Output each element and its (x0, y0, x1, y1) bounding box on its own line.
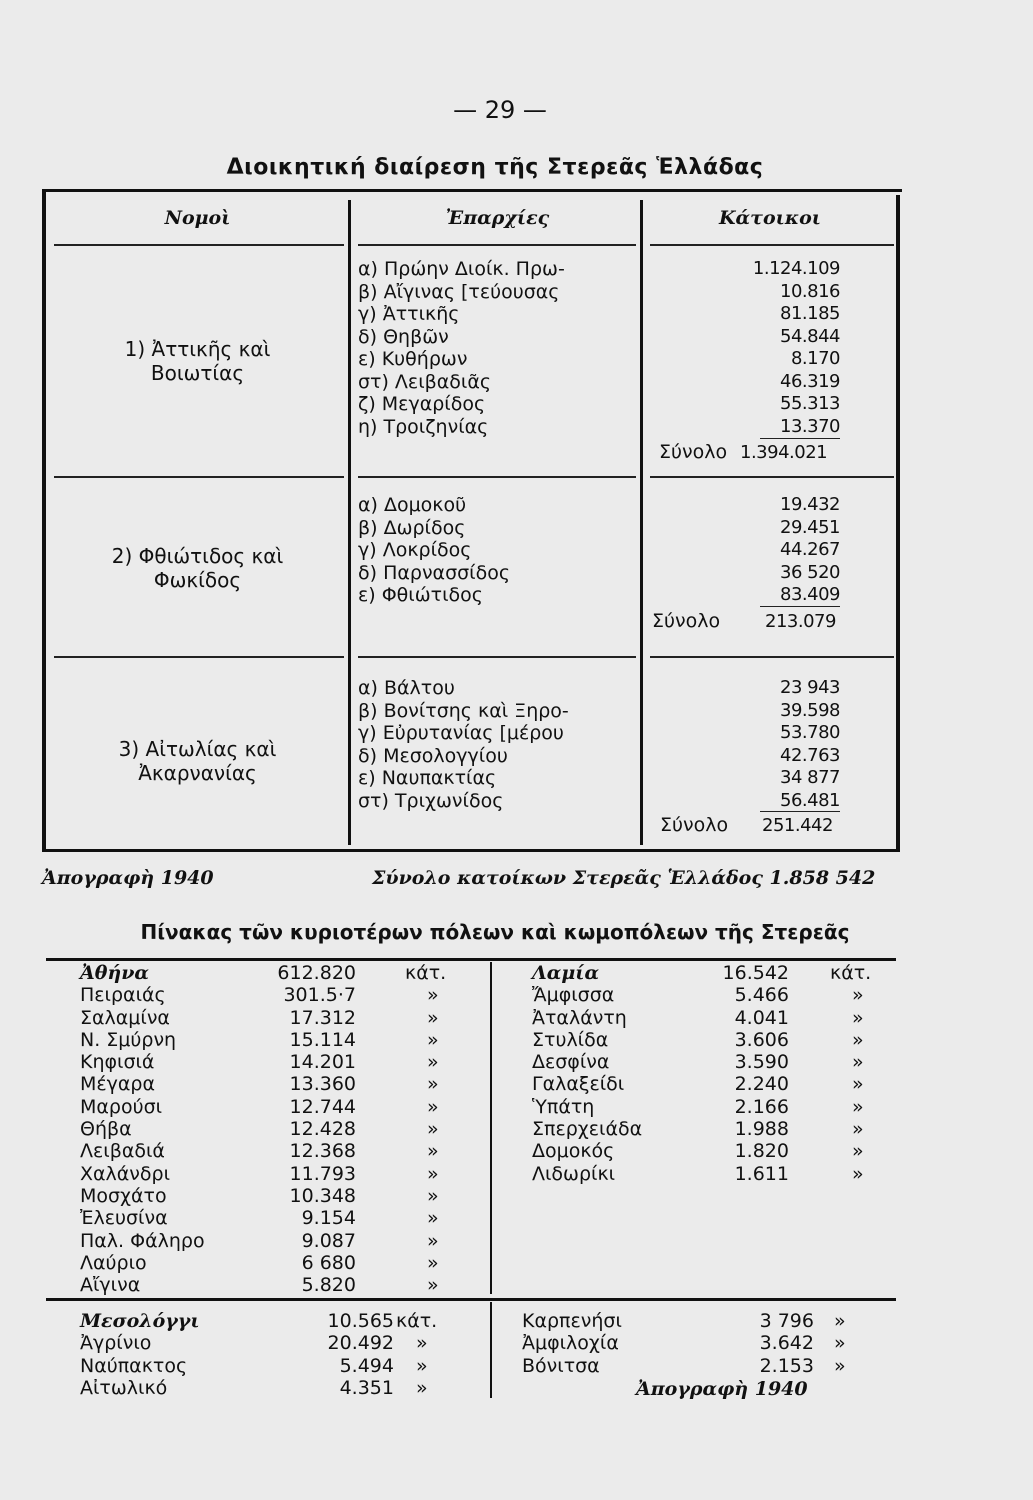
city-name: Ἄμφισσα (532, 984, 615, 1007)
city-population: 20.492 (327, 1332, 394, 1355)
city-population: 5.494 (339, 1354, 394, 1377)
population-value: 81.185 (780, 303, 840, 324)
city-name: Μέγαρα (80, 1073, 156, 1096)
city-name: Ναύπακτος (80, 1354, 188, 1377)
aitolia-top-border (46, 1298, 896, 1301)
ditto-mark: » (852, 1006, 864, 1029)
page-title: Διοικητική διαίρεση τῆς Στερεᾶς Ἑλλάδας (226, 155, 764, 180)
city-population: 1.820 (734, 1140, 789, 1163)
city-name: Ἀγρίνιο (80, 1332, 152, 1355)
population-value: 83.409 (780, 584, 840, 605)
ditto-mark: » (852, 1073, 864, 1096)
city-population: 301.5·7 (283, 984, 356, 1007)
city-name: Παλ. Φάληρο (80, 1229, 205, 1252)
population-value: 29.451 (780, 516, 840, 538)
section-divider (650, 656, 894, 658)
city-population: 15.114 (289, 1028, 356, 1051)
column-divider-2 (640, 200, 643, 845)
city-units (396, 1310, 437, 1399)
header-katoikoi: Κάτοικοι (719, 207, 821, 229)
city-populations (705, 962, 789, 1185)
prefecture-name-line1: 3) Αἰτωλίας καὶ (118, 737, 277, 761)
ditto-mark: » (416, 1332, 428, 1355)
grand-total: Σύνολο κατοίκων Στερεᾶς Ἑλλάδος 1.858 542 (372, 867, 876, 889)
population-value: 55.313 (780, 393, 840, 414)
ditto-mark: » (427, 1051, 439, 1074)
total-value: 251.442 (762, 815, 833, 836)
census-note: Ἀπογραφὴ 1940 (42, 867, 214, 889)
population-value: 46.319 (780, 370, 840, 392)
city-name: Μοσχάτο (80, 1184, 167, 1207)
province-item: γ) Εὐρυτανίας [μέρου (358, 722, 564, 744)
population-value: 56.481 (780, 789, 840, 811)
table-top-border (42, 189, 902, 192)
aitolia-column-divider (490, 1302, 492, 1398)
city-units (405, 962, 446, 1296)
prefecture-name-line2: Ἀκαρνανίας (138, 761, 257, 785)
header-nomoi: Νομοὶ (164, 207, 231, 229)
header-underline-2 (358, 244, 636, 246)
city-population: 2.240 (734, 1073, 789, 1096)
ditto-mark: » (427, 1095, 439, 1118)
city-name: Λιδωρίκι (532, 1162, 616, 1185)
city-population: 5.820 (301, 1274, 356, 1297)
sum-line (760, 606, 840, 607)
population-value: 34 877 (780, 767, 840, 788)
city-name: Λειβαδιά (80, 1140, 165, 1163)
city-population: 14.201 (289, 1051, 356, 1074)
city-population: 16.542 (722, 962, 789, 984)
city-population: 2.153 (759, 1354, 814, 1377)
prefecture-name (50, 337, 345, 385)
city-population: 4.041 (734, 1006, 789, 1029)
city-name: Ἀθήνα (80, 962, 150, 984)
total-label: Σύνολο (659, 441, 728, 463)
city-name: Λαύριο (80, 1251, 147, 1274)
city-name: Ἐλευσίνα (80, 1207, 168, 1230)
ditto-mark: » (852, 1051, 864, 1074)
cities-column-divider (490, 962, 492, 1294)
city-name: Χαλάνδρι (80, 1162, 171, 1185)
section-divider (54, 476, 344, 478)
province-item: α) Πρώην Διοίκ. Πρω- (358, 258, 565, 280)
province-list (358, 258, 565, 438)
prefecture-name-line2: Βοιωτίας (150, 361, 245, 385)
city-population: 3.590 (734, 1051, 789, 1074)
city-name: Ἀταλάντη (532, 1006, 627, 1029)
ditto-mark: » (416, 1354, 428, 1377)
province-item: β) Αἴγινας [τεύουσας (358, 280, 560, 303)
province-list (358, 494, 510, 607)
ditto-mark: » (852, 984, 864, 1007)
census-note: Ἀπογραφὴ 1940 (636, 1378, 808, 1400)
city-population: 13.360 (289, 1073, 356, 1096)
city-names (522, 1310, 622, 1377)
province-item: β) Δωρίδος (358, 516, 466, 539)
province-item: ζ) Μεγαρίδος (358, 393, 486, 415)
population-list (650, 677, 840, 812)
city-population: 1.988 (734, 1118, 789, 1141)
ditto-mark: » (427, 1274, 439, 1297)
header-underline-1 (54, 244, 344, 246)
city-name: Ν. Σμύρνη (80, 1028, 177, 1051)
header-eparchies: Ἐπαρχίες (445, 207, 550, 229)
province-item: δ) Παρνασσίδος (358, 561, 510, 584)
city-name: Δομοκός (532, 1140, 615, 1163)
section-divider (650, 476, 894, 478)
city-name: Κηφισιά (80, 1051, 155, 1074)
population-value: 42.763 (780, 744, 840, 766)
province-item: στ) Λειβαδιᾶς (358, 370, 492, 393)
table-bottom-border (42, 849, 900, 852)
population-value: 44.267 (780, 539, 840, 560)
city-population: 612.820 (277, 962, 356, 984)
city-name: Πειραιάς (80, 984, 166, 1007)
unit-label: κάτ. (405, 962, 447, 984)
city-populations (250, 962, 356, 1296)
total-label: Σύνολο (652, 610, 721, 632)
population-value: 54.844 (780, 325, 840, 347)
population-value: 10.816 (780, 280, 840, 302)
table-left-border (42, 189, 46, 849)
ditto-mark: » (416, 1376, 428, 1399)
population-value: 13.370 (780, 415, 840, 437)
city-name: Καρπενήσι (522, 1310, 622, 1332)
province-item: ε) Ναυπακτίας (358, 767, 497, 789)
population-value: 53.780 (780, 722, 840, 743)
ditto-mark: » (834, 1354, 846, 1377)
city-population: 17.312 (289, 1006, 356, 1029)
province-item: ε) Κυθήρων (358, 348, 468, 370)
city-name: Δεσφίνα (532, 1051, 610, 1074)
unit-label: κάτ. (830, 962, 872, 984)
ditto-mark: » (427, 1229, 439, 1252)
table-right-border (896, 195, 900, 849)
ditto-mark: » (427, 1162, 439, 1185)
city-units (830, 962, 871, 1185)
city-population: 12.368 (289, 1140, 356, 1163)
ditto-mark: » (427, 1028, 439, 1051)
prefecture-name-line1: 2) Φθιώτιδος καὶ (111, 544, 284, 568)
ditto-mark: » (852, 1162, 864, 1185)
city-population: 10.565 (327, 1310, 394, 1332)
city-names (532, 962, 642, 1185)
province-item: ε) Φθιώτιδος (358, 584, 483, 606)
ditto-mark: » (852, 1140, 864, 1163)
province-list (358, 677, 569, 812)
ditto-mark: » (852, 1095, 864, 1118)
city-name: Βόνιτσα (522, 1354, 600, 1377)
population-value: 1.124.109 (752, 258, 840, 279)
population-value: 19.432 (780, 494, 840, 515)
city-population: 12.428 (289, 1118, 356, 1141)
city-population: 3.642 (759, 1332, 814, 1355)
section-divider (358, 476, 636, 478)
ditto-mark: » (834, 1332, 846, 1355)
province-item: δ) Θηβῶν (358, 325, 449, 348)
city-population: 5.466 (734, 984, 789, 1007)
city-population: 10.348 (289, 1184, 356, 1207)
province-item: δ) Μεσολογγίου (358, 744, 508, 767)
ditto-mark: » (427, 984, 439, 1007)
ditto-mark: » (852, 1028, 864, 1051)
city-names (80, 1310, 200, 1399)
city-name: Ὑπάτη (532, 1095, 595, 1118)
city-populations (300, 1310, 394, 1399)
header-underline-3 (650, 244, 894, 246)
ditto-mark: » (427, 1140, 439, 1163)
population-value: 36 520 (780, 561, 840, 583)
city-units (834, 1310, 846, 1377)
prefecture-name-line2: Φωκίδος (153, 568, 242, 592)
ditto-mark: » (427, 1251, 439, 1274)
ditto-mark: » (427, 1207, 439, 1230)
city-population: 9.154 (301, 1207, 356, 1230)
total-value: 213.079 (765, 611, 836, 632)
province-item: η) Τροιζηνίας (358, 415, 489, 438)
unit-label: κάτ. (396, 1310, 438, 1332)
city-name: Αἰτωλικό (80, 1376, 168, 1399)
province-item: στ) Τριχωνίδος (358, 789, 504, 812)
population-value: 39.598 (780, 699, 840, 721)
ditto-mark: » (427, 1073, 439, 1096)
section-divider (358, 656, 636, 658)
prefecture-name (50, 737, 345, 785)
population-value: 23 943 (780, 677, 840, 698)
city-population: 3.606 (734, 1028, 789, 1051)
ditto-mark: » (427, 1006, 439, 1029)
prefecture-name (50, 544, 345, 592)
ditto-mark: » (852, 1118, 864, 1141)
province-item: γ) Ἀττικῆς (358, 303, 460, 325)
province-item: α) Βάλτου (358, 677, 455, 699)
cities-table-title: Πίνακας τῶν κυριοτέρων πόλεων καὶ κωμοπόλεων τῆς Στερεᾶς (140, 920, 850, 944)
cities-top-border (46, 958, 896, 961)
population-list (650, 258, 840, 438)
city-name: Γαλαξείδι (532, 1073, 625, 1096)
ditto-mark: » (427, 1118, 439, 1141)
city-name: Μαρούσι (80, 1095, 163, 1118)
city-population: 12.744 (289, 1095, 356, 1118)
page-number: — 29 — (453, 96, 547, 124)
city-population: 9.087 (301, 1229, 356, 1252)
section-divider (54, 656, 344, 658)
city-population: 6 680 (301, 1251, 356, 1274)
sum-line (760, 811, 840, 812)
city-population: 1.611 (734, 1162, 789, 1185)
city-name: Στυλίδα (532, 1028, 609, 1051)
city-population: 2.166 (734, 1095, 789, 1118)
city-name: Αἴγινα (80, 1274, 141, 1297)
city-name: Ἀμφιλοχία (522, 1332, 619, 1355)
total-label: Σύνολο (660, 814, 729, 836)
population-list (650, 494, 840, 607)
province-item: β) Βονίτσης καὶ Ξηρο- (358, 699, 569, 722)
city-name: Σπερχειάδα (532, 1118, 643, 1141)
province-item: α) Δομοκοῦ (358, 494, 467, 516)
total-value: 1.394.021 (740, 442, 828, 463)
city-population: 3 796 (759, 1310, 814, 1332)
city-population: 11.793 (289, 1162, 356, 1185)
sum-line (760, 438, 840, 439)
city-name: Θήβα (80, 1118, 132, 1141)
ditto-mark: » (427, 1184, 439, 1207)
province-item: γ) Λοκρίδος (358, 539, 472, 561)
city-name: Μεσολόγγι (80, 1310, 200, 1332)
city-names (80, 962, 205, 1296)
population-value: 8.170 (790, 348, 840, 369)
city-name: Σαλαμίνα (80, 1006, 170, 1029)
prefecture-name-line1: 1) Ἀττικῆς καὶ (124, 337, 271, 361)
city-populations (730, 1310, 814, 1377)
column-divider-1 (348, 200, 351, 845)
city-name: Λαμία (532, 962, 600, 984)
ditto-mark: » (834, 1310, 846, 1332)
city-population: 4.351 (339, 1376, 394, 1399)
